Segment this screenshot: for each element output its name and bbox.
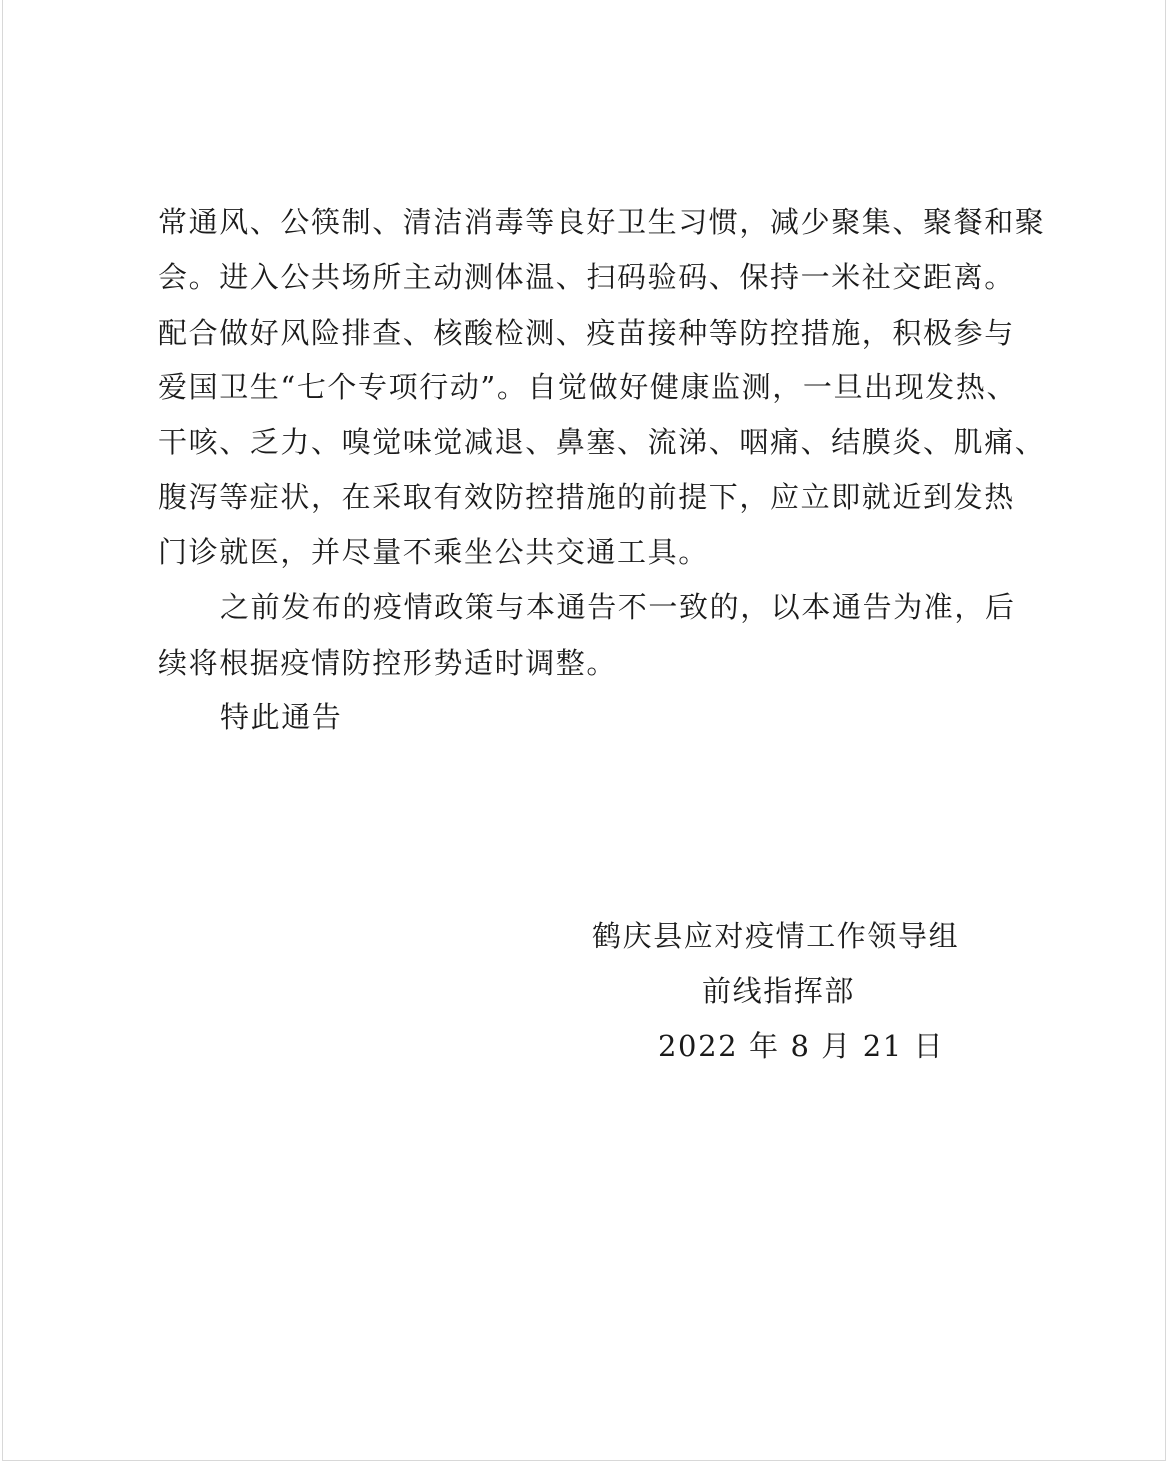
body-line-5: 干咳、乏力、嗅觉味觉减退、鼻塞、流涕、咽痛、结膜炎、肌痛、 [158, 425, 1046, 459]
body-line-3: 配合做好风险排查、核酸检测、疫苗接种等防控措施，积极参与 [158, 316, 1015, 350]
body-line-6: 腹泻等症状，在采取有效防控措施的前提下，应立即就近到发热 [158, 480, 1015, 514]
para2-line-2: 续将根据疫情防控形势适时调整。 [158, 646, 618, 680]
body-line-2: 会。进入公共场所主动测体温、扫码验码、保持一米社交距离。 [158, 260, 1015, 294]
para2-line-1: 之前发布的疫情政策与本通告不一致的，以本通告为准，后 [220, 590, 1016, 624]
body-line-7: 门诊就医，并尽量不乘坐公共交通工具。 [158, 535, 709, 569]
signature-date: 2022 年 8 月 21 日 [658, 1029, 945, 1063]
signature-org-line-2: 前线指挥部 [702, 974, 856, 1008]
closing-text: 特此通告 [220, 700, 343, 734]
body-line-1: 常通风、公筷制、清洁消毒等良好卫生习惯，减少聚集、聚餐和聚 [158, 205, 1046, 239]
signature-org-line-1: 鹤庆县应对疫情工作领导组 [592, 919, 960, 953]
body-line-4: 爱国卫生“七个专项行动”。自觉做好健康监测，一旦出现发热、 [158, 370, 1018, 404]
